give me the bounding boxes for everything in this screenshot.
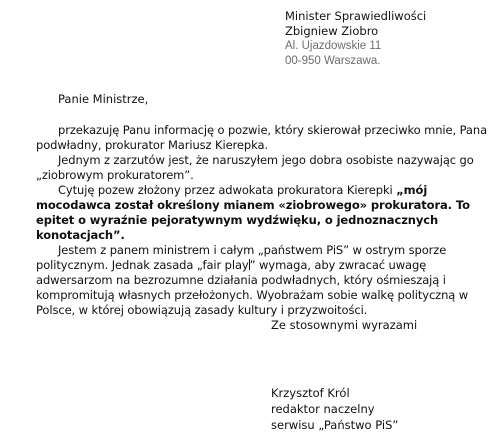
paragraph-4: [36, 243, 496, 318]
addressee-city: 00-950 Warszawa.: [285, 55, 381, 67]
paragraph-4-end: ” wymaga, aby zwracać uwagę adwersarzom na bezrozumne działania podwładnych, który ośmieszają i kompromitują własnych przełożonych. Wyobrażam sobie walkę polityczną w Polsce, w której obowiązują zasady kultury i przyzwoitości.: [36, 258, 469, 317]
signature-outlet: serwisu „Państwo PiS”: [271, 418, 399, 432]
signature-name: Krzysztof Król: [271, 386, 350, 400]
letter-body[interactable]: [36, 123, 496, 318]
paragraph-1: przekazuję Panu informację o pozwie, który skierował przeciwko mnie, Pana podwładny, prokurator Mariusz Kierepka.: [36, 123, 488, 152]
closing: Ze stosownymi wyrazami: [271, 318, 418, 332]
paragraph-4-start: Jestem z panem ministrem i całym „państwem PiS” w ostrym sporze politycznym. Jednak zasada „fair play: [36, 243, 447, 272]
paragraph-3-quote: „mój mocodawca został określony mianem «ziobrowego» prokuratora. To epitet o wyraźnie pejoratywnym wydźwięku, o jednoznacznych konotacjach”.: [36, 183, 470, 242]
addressee-name: Zbigniew Ziobro: [285, 24, 379, 38]
signature-role: redaktor naczelny: [271, 402, 375, 416]
addressee-title: Minister Sprawiedliwości: [285, 9, 427, 23]
addressee-block: [285, 9, 426, 69]
salutation: Panie Ministrze,: [58, 92, 149, 106]
paragraph-3-intro: Cytuję pozew złożony przez adwokata prokuratora Kierepki: [58, 183, 397, 197]
addressee-street: Al. Ujazdowskie 11: [285, 40, 382, 52]
paragraph-3: [36, 183, 496, 243]
signature-block: [271, 385, 398, 433]
paragraph-2: Jednym z zarzutów jest, że naruszyłem jego dobra osobiste nazywając go „ziobrowym prokuratorem”.: [36, 153, 474, 182]
